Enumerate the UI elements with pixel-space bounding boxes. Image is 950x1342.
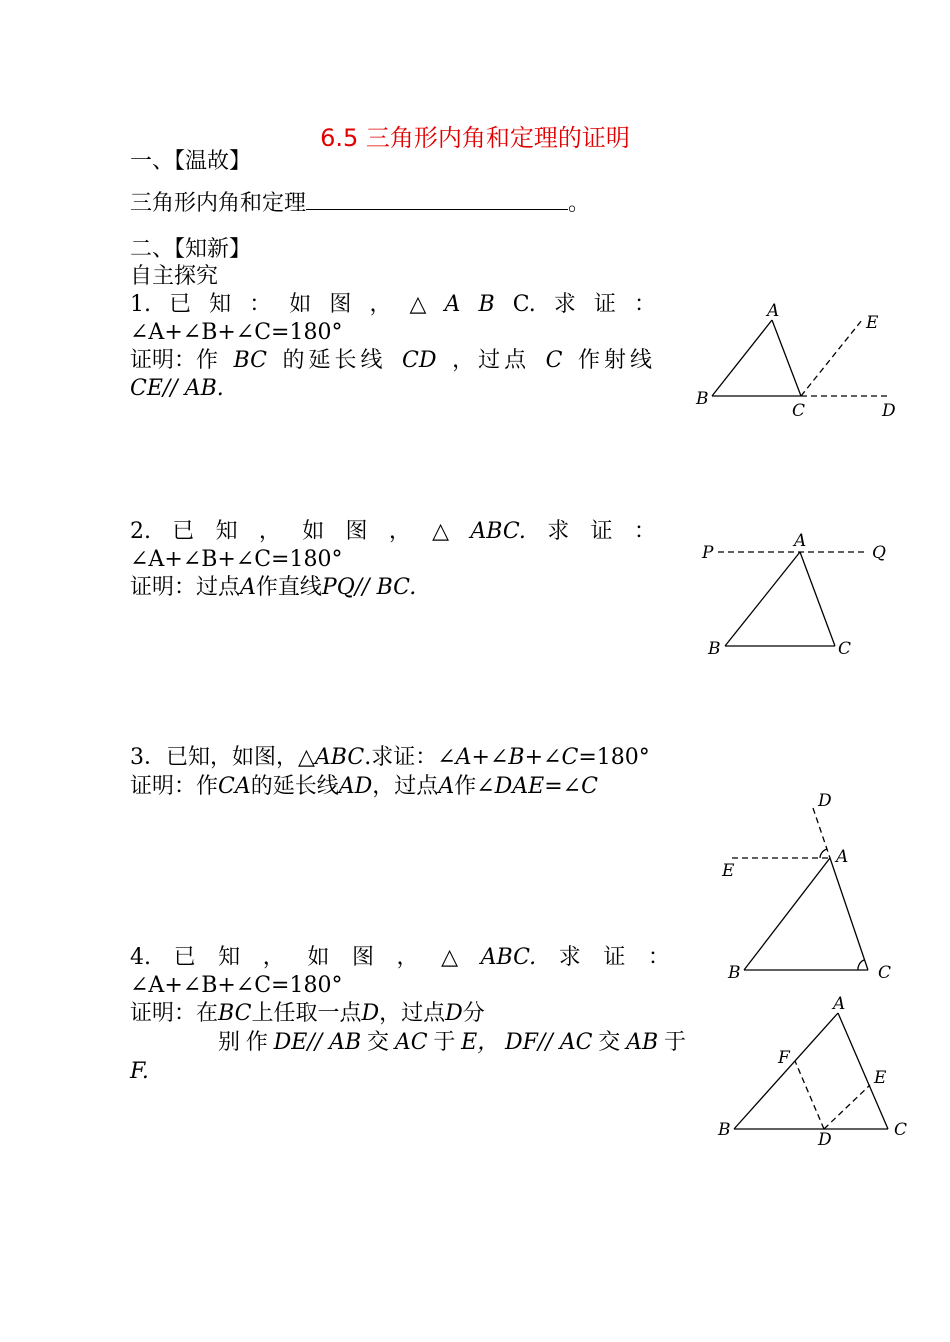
- problem-3-proof-line: [130, 773, 598, 801]
- review-end: 。: [568, 191, 591, 216]
- fig1-side-ac: [772, 320, 801, 396]
- fig4-segment-df: [795, 1061, 824, 1129]
- p3-token: 3．已知，如图，△: [130, 745, 315, 770]
- p3-token: DAE: [494, 774, 545, 799]
- p4-token: E，: [461, 1030, 500, 1055]
- p1-token: 知: [209, 292, 232, 317]
- p3-token: C: [561, 745, 579, 770]
- fig4-side-ab: [734, 1013, 838, 1129]
- p1-token: 的延长线: [282, 348, 387, 373]
- p1-token: B: [478, 292, 495, 317]
- fig2-label-a: A: [794, 531, 807, 551]
- p1-token: 证: [593, 292, 616, 317]
- p1-token: BC: [233, 348, 267, 373]
- p3-token: +∠: [524, 745, 562, 770]
- subheading-explore: 自主探究: [130, 264, 219, 289]
- fig3-label-a: A: [836, 847, 849, 867]
- problem-1-goal: ∠A+∠B+∠C=180°: [130, 320, 343, 345]
- p3-token: =∠: [544, 774, 582, 799]
- review-prompt: 三角形内角和定理: [130, 191, 307, 216]
- fig3-label-d: D: [818, 791, 832, 811]
- p3-token: ，过点: [372, 774, 439, 799]
- fig1-label-d: D: [882, 401, 896, 421]
- p4-token: 证明：在: [130, 1001, 219, 1026]
- problem-4-goal: ∠A+∠B+∠C=180°: [130, 973, 343, 998]
- p3-token: 的延长线: [250, 774, 339, 799]
- fig4-label-e: E: [874, 1068, 887, 1088]
- problem-4-construction: [218, 1029, 686, 1057]
- p1-token: 如: [289, 292, 312, 317]
- fig3-side-ac: [830, 858, 868, 970]
- p1-token: ，: [369, 292, 392, 317]
- p4-token: DE// AB: [273, 1030, 362, 1055]
- p3-token: CA: [218, 774, 251, 799]
- p1-token: A: [444, 292, 461, 317]
- p1-token: 求: [553, 292, 576, 317]
- problem-4-proof-line: [130, 1000, 485, 1028]
- answer-blank[interactable]: [306, 191, 568, 210]
- p3-token: AD: [338, 774, 373, 799]
- p4-token: ，: [262, 945, 285, 970]
- p2-token: 求: [547, 519, 570, 544]
- p4-token: D: [361, 1001, 380, 1026]
- section-heading-review: 一、【温故】: [130, 149, 252, 174]
- problem-2-goal: ∠A+∠B+∠C=180°: [130, 547, 343, 572]
- p4-token: 求: [558, 945, 581, 970]
- p2-token: ，: [388, 519, 411, 544]
- figure-4: [712, 995, 912, 1150]
- p1-token: ，过点: [452, 348, 531, 373]
- fig3-label-c: C: [878, 963, 892, 983]
- fig3-angle-arc-c: [858, 960, 864, 970]
- fig4-label-d: D: [818, 1130, 832, 1150]
- fig2-label-b: B: [708, 639, 721, 659]
- p4-token: ABC.: [480, 945, 537, 970]
- p3-token: 证明：作: [130, 774, 219, 799]
- figure-2: [700, 530, 900, 660]
- section-heading-new: 二、【知新】: [130, 237, 252, 262]
- p1-token: 1.: [130, 292, 151, 317]
- p4-token: AB: [626, 1030, 659, 1055]
- p2-token: 如: [302, 519, 325, 544]
- fig3-extension-ad: [813, 808, 830, 858]
- fig1-label-e: E: [866, 313, 879, 333]
- p3-token: 作∠: [454, 774, 495, 799]
- review-question: [130, 190, 590, 218]
- p2-token: A: [240, 575, 256, 600]
- p4-token: 证: [603, 945, 626, 970]
- p4-token: ，过点: [379, 1001, 446, 1026]
- p2-token: 知: [215, 519, 238, 544]
- p1-token: 图: [329, 292, 352, 317]
- p1-token: 作射线: [577, 348, 656, 373]
- fig3-side-ab: [744, 858, 830, 970]
- problem-2-proof-line: [130, 574, 416, 602]
- p4-token: 于: [663, 1030, 686, 1055]
- p3-token: C: [581, 774, 598, 799]
- p2-token: 2.: [130, 519, 151, 544]
- p2-token: 图: [345, 519, 368, 544]
- p2-token: ，: [258, 519, 281, 544]
- p4-token: 上任取一点: [251, 1001, 362, 1026]
- fig2-side-ac: [800, 552, 835, 646]
- p4-token: 于: [433, 1030, 456, 1055]
- fig3-label-e: E: [722, 861, 735, 881]
- fig1-label-b: B: [696, 389, 709, 409]
- fig4-label-b: B: [718, 1120, 731, 1140]
- p4-token: AC: [394, 1030, 428, 1055]
- page-title: 6.5 三角形内角和定理的证明: [320, 124, 630, 152]
- fig1-label-c: C: [792, 401, 806, 421]
- p4-token: △: [441, 945, 459, 970]
- p2-token: ABC.: [470, 519, 526, 544]
- fig2-side-ab: [725, 552, 800, 646]
- p4-token: 如: [307, 945, 330, 970]
- problem-3-statement: [130, 744, 650, 772]
- problem-1-statement: [130, 291, 656, 319]
- figure-3: [718, 790, 908, 990]
- p4-token: DF// AC: [505, 1030, 593, 1055]
- p1-token: C.: [512, 292, 536, 317]
- p1-token: C: [545, 348, 563, 373]
- p1-token: 已: [169, 292, 192, 317]
- p2-token: △: [432, 519, 450, 544]
- p1-token: ：: [633, 292, 656, 317]
- problem-1-construction: CE// AB.: [130, 376, 224, 401]
- problem-1-proof-line: [130, 347, 656, 375]
- fig4-label-a: A: [833, 994, 846, 1014]
- p4-token: 分: [462, 1001, 485, 1026]
- figure-1: [690, 300, 910, 425]
- fig1-label-a: A: [767, 301, 780, 321]
- p3-token: A: [438, 774, 455, 799]
- p3-token: B: [508, 745, 525, 770]
- p4-token: 已: [173, 945, 196, 970]
- fig4-segment-de: [824, 1085, 870, 1129]
- p3-token: .求证：∠: [364, 745, 456, 770]
- p2-token: 证: [590, 519, 613, 544]
- p4-token: ，: [396, 945, 419, 970]
- p4-token: ：: [647, 945, 670, 970]
- p1-token: CD: [402, 348, 437, 373]
- p2-token: 已: [172, 519, 195, 544]
- p3-token: =180°: [578, 745, 650, 770]
- fig2-label-c: C: [838, 639, 852, 659]
- p4-token: 知: [218, 945, 241, 970]
- p2-token: 证明：过点: [130, 575, 241, 600]
- fig3-angle-arc-a: [820, 849, 827, 858]
- fig1-side-ba: [712, 320, 772, 396]
- p4-token: 图: [351, 945, 374, 970]
- p3-token: A: [455, 745, 472, 770]
- fig2-label-p: P: [702, 543, 714, 563]
- p4-token: 作: [245, 1030, 268, 1055]
- problem-2-statement: [130, 518, 656, 546]
- fig1-ray-ce: [801, 320, 862, 396]
- p4-token: 4.: [130, 945, 151, 970]
- p3-token: ABC: [314, 745, 365, 770]
- p2-token: PQ// BC.: [321, 575, 417, 600]
- p4-token: BC: [218, 1001, 252, 1026]
- problem-4-statement: [130, 944, 670, 972]
- p2-token: 作直线: [255, 575, 322, 600]
- p4-token: D: [445, 1001, 463, 1026]
- fig2-label-q: Q: [872, 543, 886, 563]
- p4-token: 交: [598, 1030, 621, 1055]
- fig4-label-f: F: [778, 1048, 790, 1068]
- p1-token: ：: [249, 292, 272, 317]
- p3-token: +∠: [471, 745, 509, 770]
- fig3-label-b: B: [728, 963, 741, 983]
- p1-token: 证明：作: [130, 348, 219, 373]
- problem-4-construction-end: F.: [130, 1059, 149, 1084]
- p4-token: 别: [218, 1030, 241, 1055]
- fig4-label-c: C: [894, 1120, 908, 1140]
- p2-token: ：: [633, 519, 656, 544]
- p4-token: 交: [367, 1030, 390, 1055]
- p1-token: △: [409, 292, 427, 317]
